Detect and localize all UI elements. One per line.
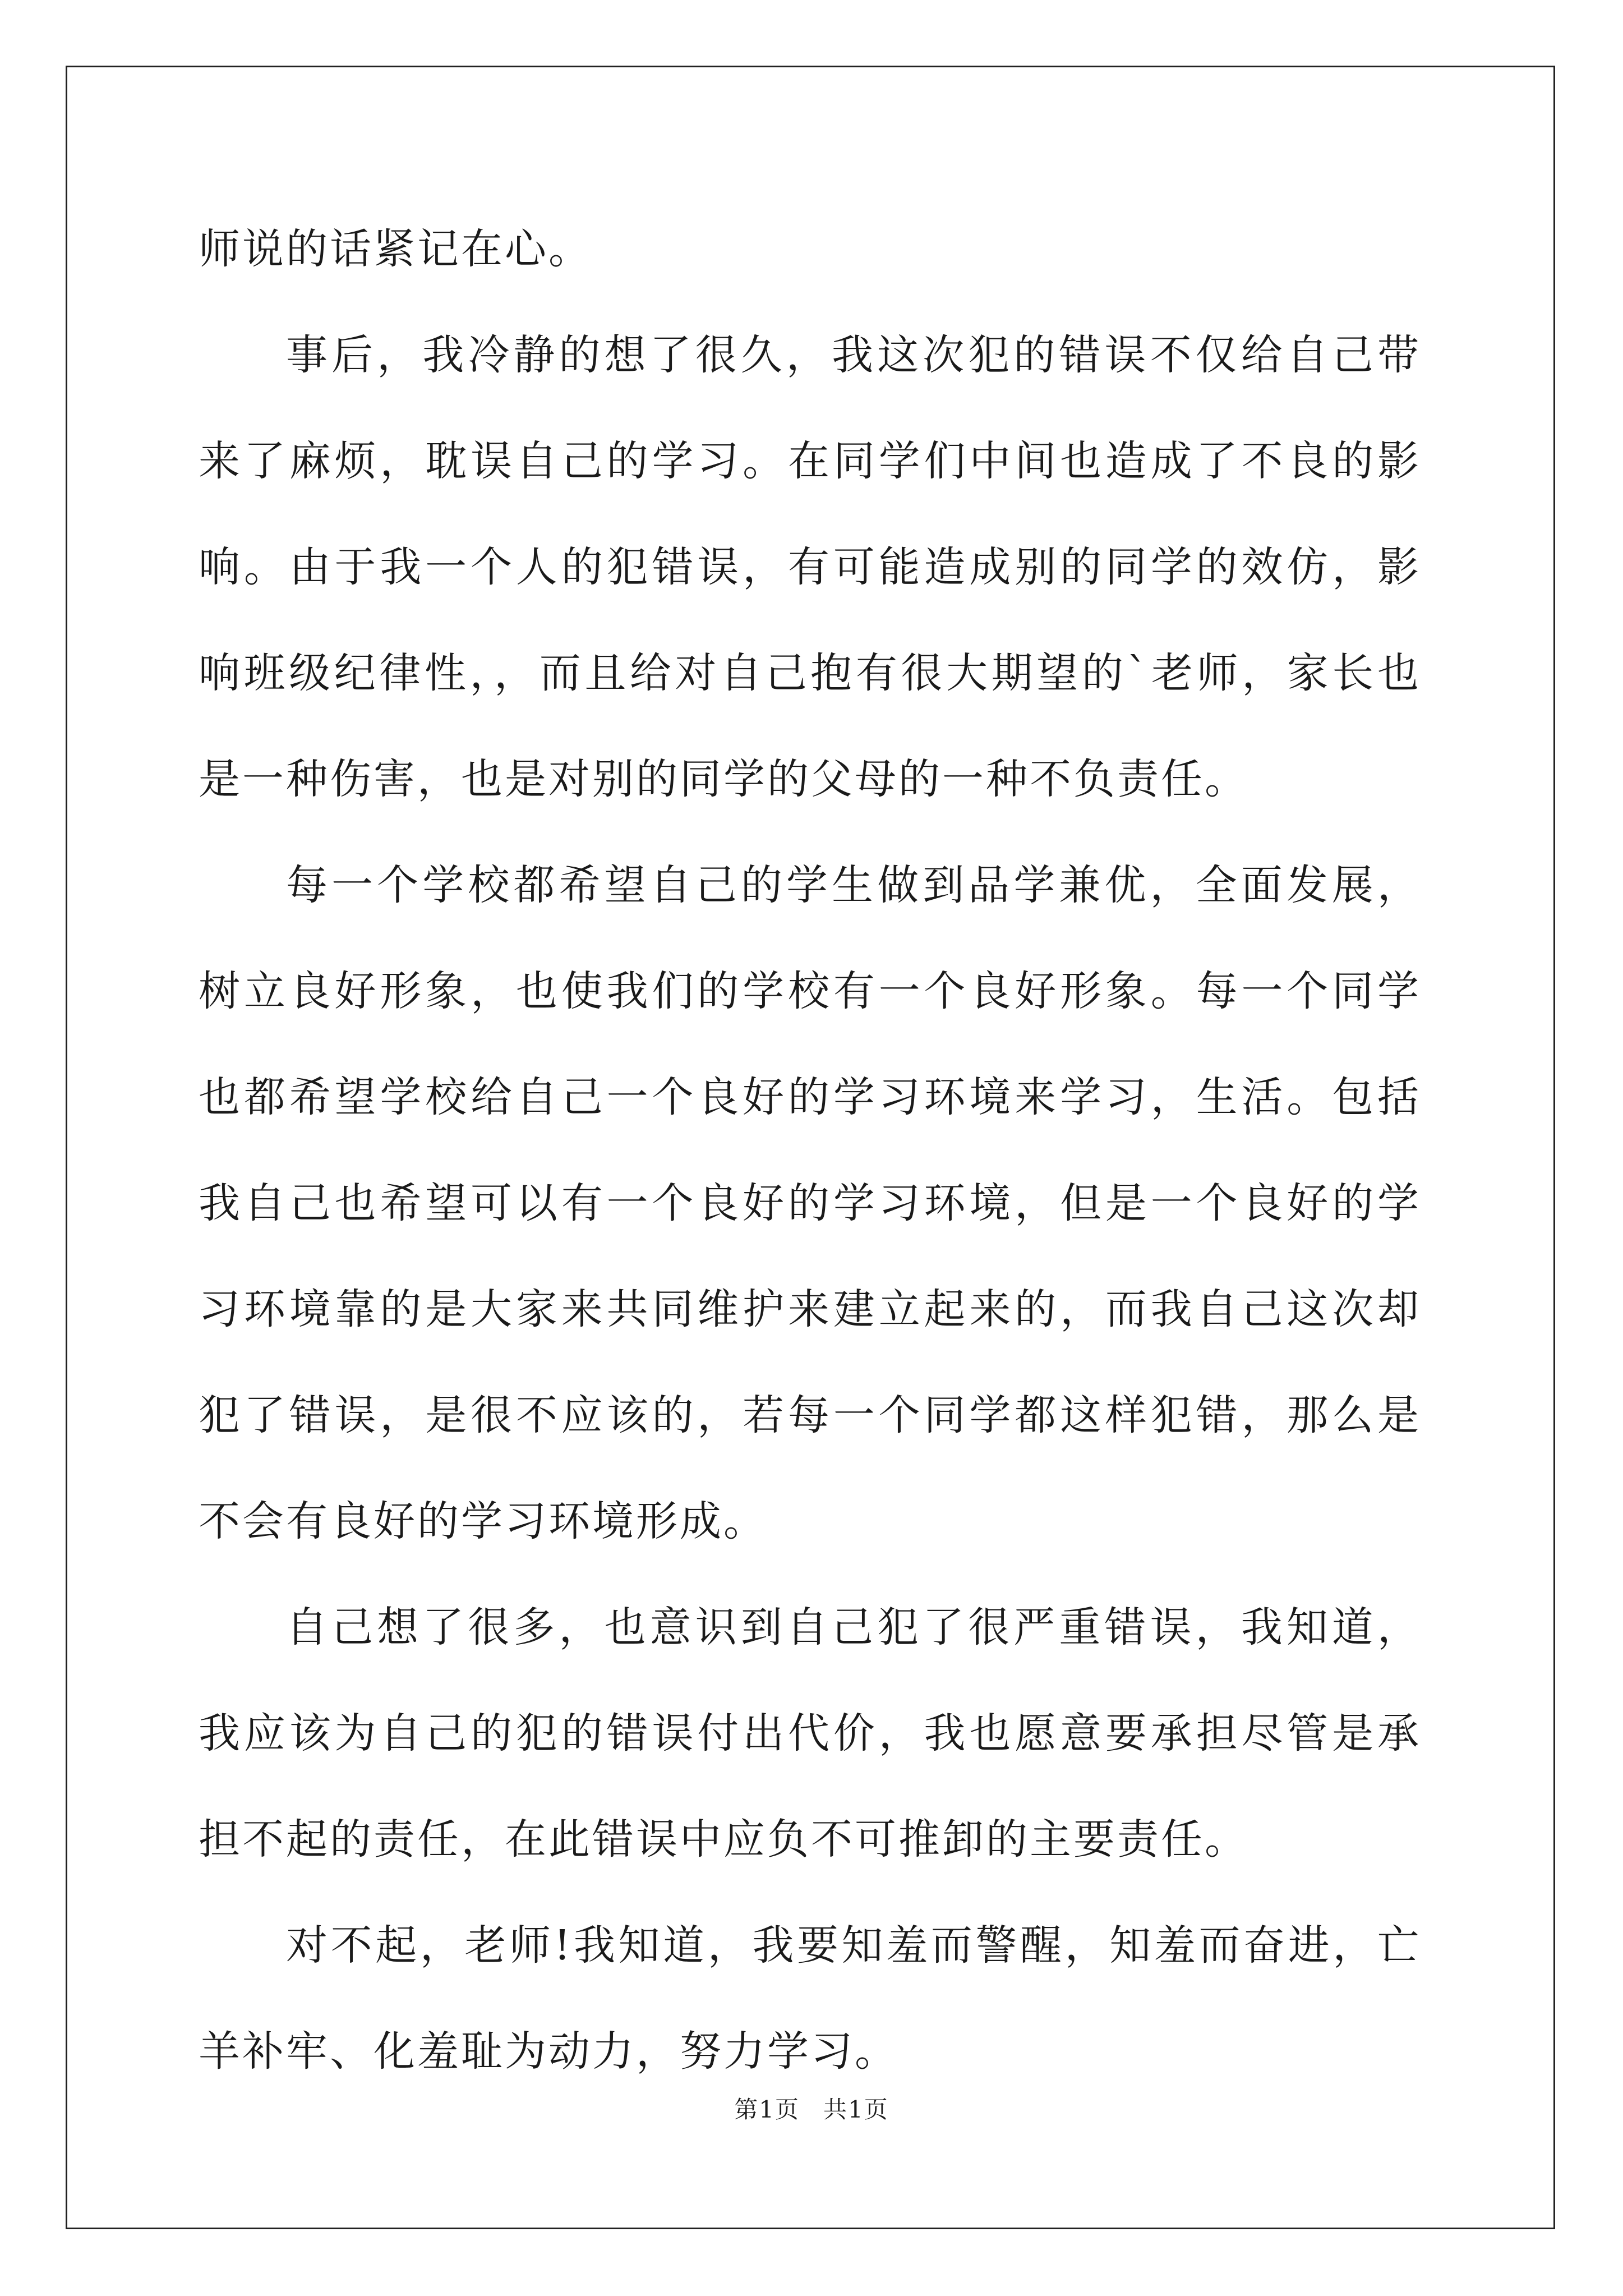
- paragraph-5: 对不起，老师!我知道，我要知羞而警醒，知羞而奋进，亡羊补牢、化羞耻为动力，努力学习。: [199, 1921, 1421, 2076]
- document-body: [199, 196, 1421, 2105]
- page-number: 第1页: [734, 2096, 800, 2123]
- paragraph-1: 师说的话紧记在心。: [199, 225, 592, 273]
- paragraph-2: 事后，我冷静的想了很久，我这次犯的错误不仅给自己带来了麻烦，耽误自己的学习。在同学们中间也造成了不良的影响。由于我一个人的犯错误，有可能造成别的同学的效仿，影响班级纪律性，，而且给对自己抱有很大期望的`老师，家长也是一种伤害，也是对别的同学的父母的一种不负责任。: [199, 331, 1421, 803]
- paragraph-4: 自己想了很多，也意识到自己犯了很严重错误，我知道，我应该为自己的犯的错误付出代价，我也愿意要承担尽管是承担不起的责任，在此错误中应负不可推卸的主要责任。: [199, 1603, 1421, 1864]
- page-total: 共1页: [823, 2096, 889, 2123]
- page-footer: [0, 2091, 1623, 2125]
- paragraph-3: 每一个学校都希望自己的学生做到品学兼优，全面发展，树立良好形象，也使我们的学校有一个良好形象。每一个同学也都希望学校给自己一个良好的学习环境来学习，生活。包括我自己也希望可以有一个良好的学习环境，但是一个良好的学习环境靠的是大家来共同维护来建立起来的，而我自己这次却犯了错误，是很不应该的，若每一个同学都这样犯错，那么是不会有良好的学习环境形成。: [199, 861, 1421, 1545]
